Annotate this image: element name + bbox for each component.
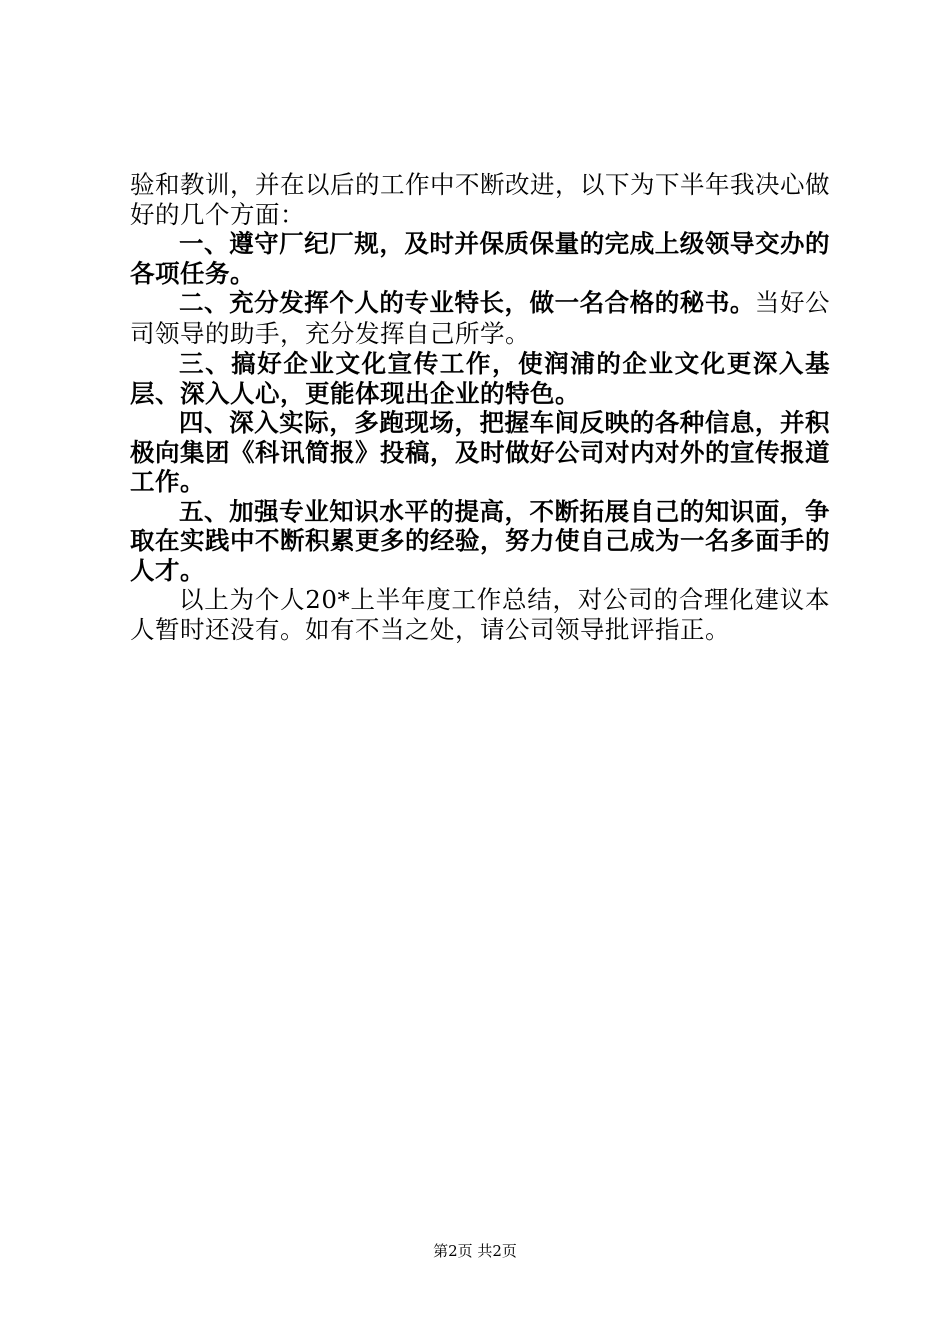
page-footer: 第2页 共2页 bbox=[433, 1242, 517, 1260]
paragraph-continuation: 验和教训，并在以后的工作中不断改进，以下为下半年我决心做好的几个方面： bbox=[130, 170, 830, 229]
paragraph-item-1: 一、遵守厂纪厂规，及时并保质保量的完成上级领导交办的各项任务。 bbox=[130, 229, 830, 288]
paragraph-item-2-regular: 当好公司领导的助手，充分发挥自己所学。 bbox=[130, 288, 831, 348]
paragraph-item-4: 四、深入实际，多跑现场，把握车间反映的各种信息，并积极向集团《科讯简报》投稿，及时做好公司对内对外的宣传报道工作。 bbox=[130, 408, 830, 496]
paragraph-closing: 以上为个人20*上半年度工作总结，对公司的合理化建议本人暂时还没有。如有不当之处，请公司领导批评指正。 bbox=[130, 585, 830, 644]
document-body bbox=[130, 170, 830, 644]
paragraph-item-2-bold: 二、充分发挥个人的专业特长，做一名合格的秘书。 bbox=[179, 288, 755, 317]
paragraph-item-2 bbox=[130, 288, 830, 349]
paragraph-item-3: 三、搞好企业文化宣传工作，使润浦的企业文化更深入基层、深入人心，更能体现出企业的特色。 bbox=[130, 349, 830, 408]
paragraph-item-5: 五、加强专业知识水平的提高，不断拓展自己的知识面，争取在实践中不断积累更多的经验，努力使自己成为一名多面手的人才。 bbox=[130, 496, 830, 585]
